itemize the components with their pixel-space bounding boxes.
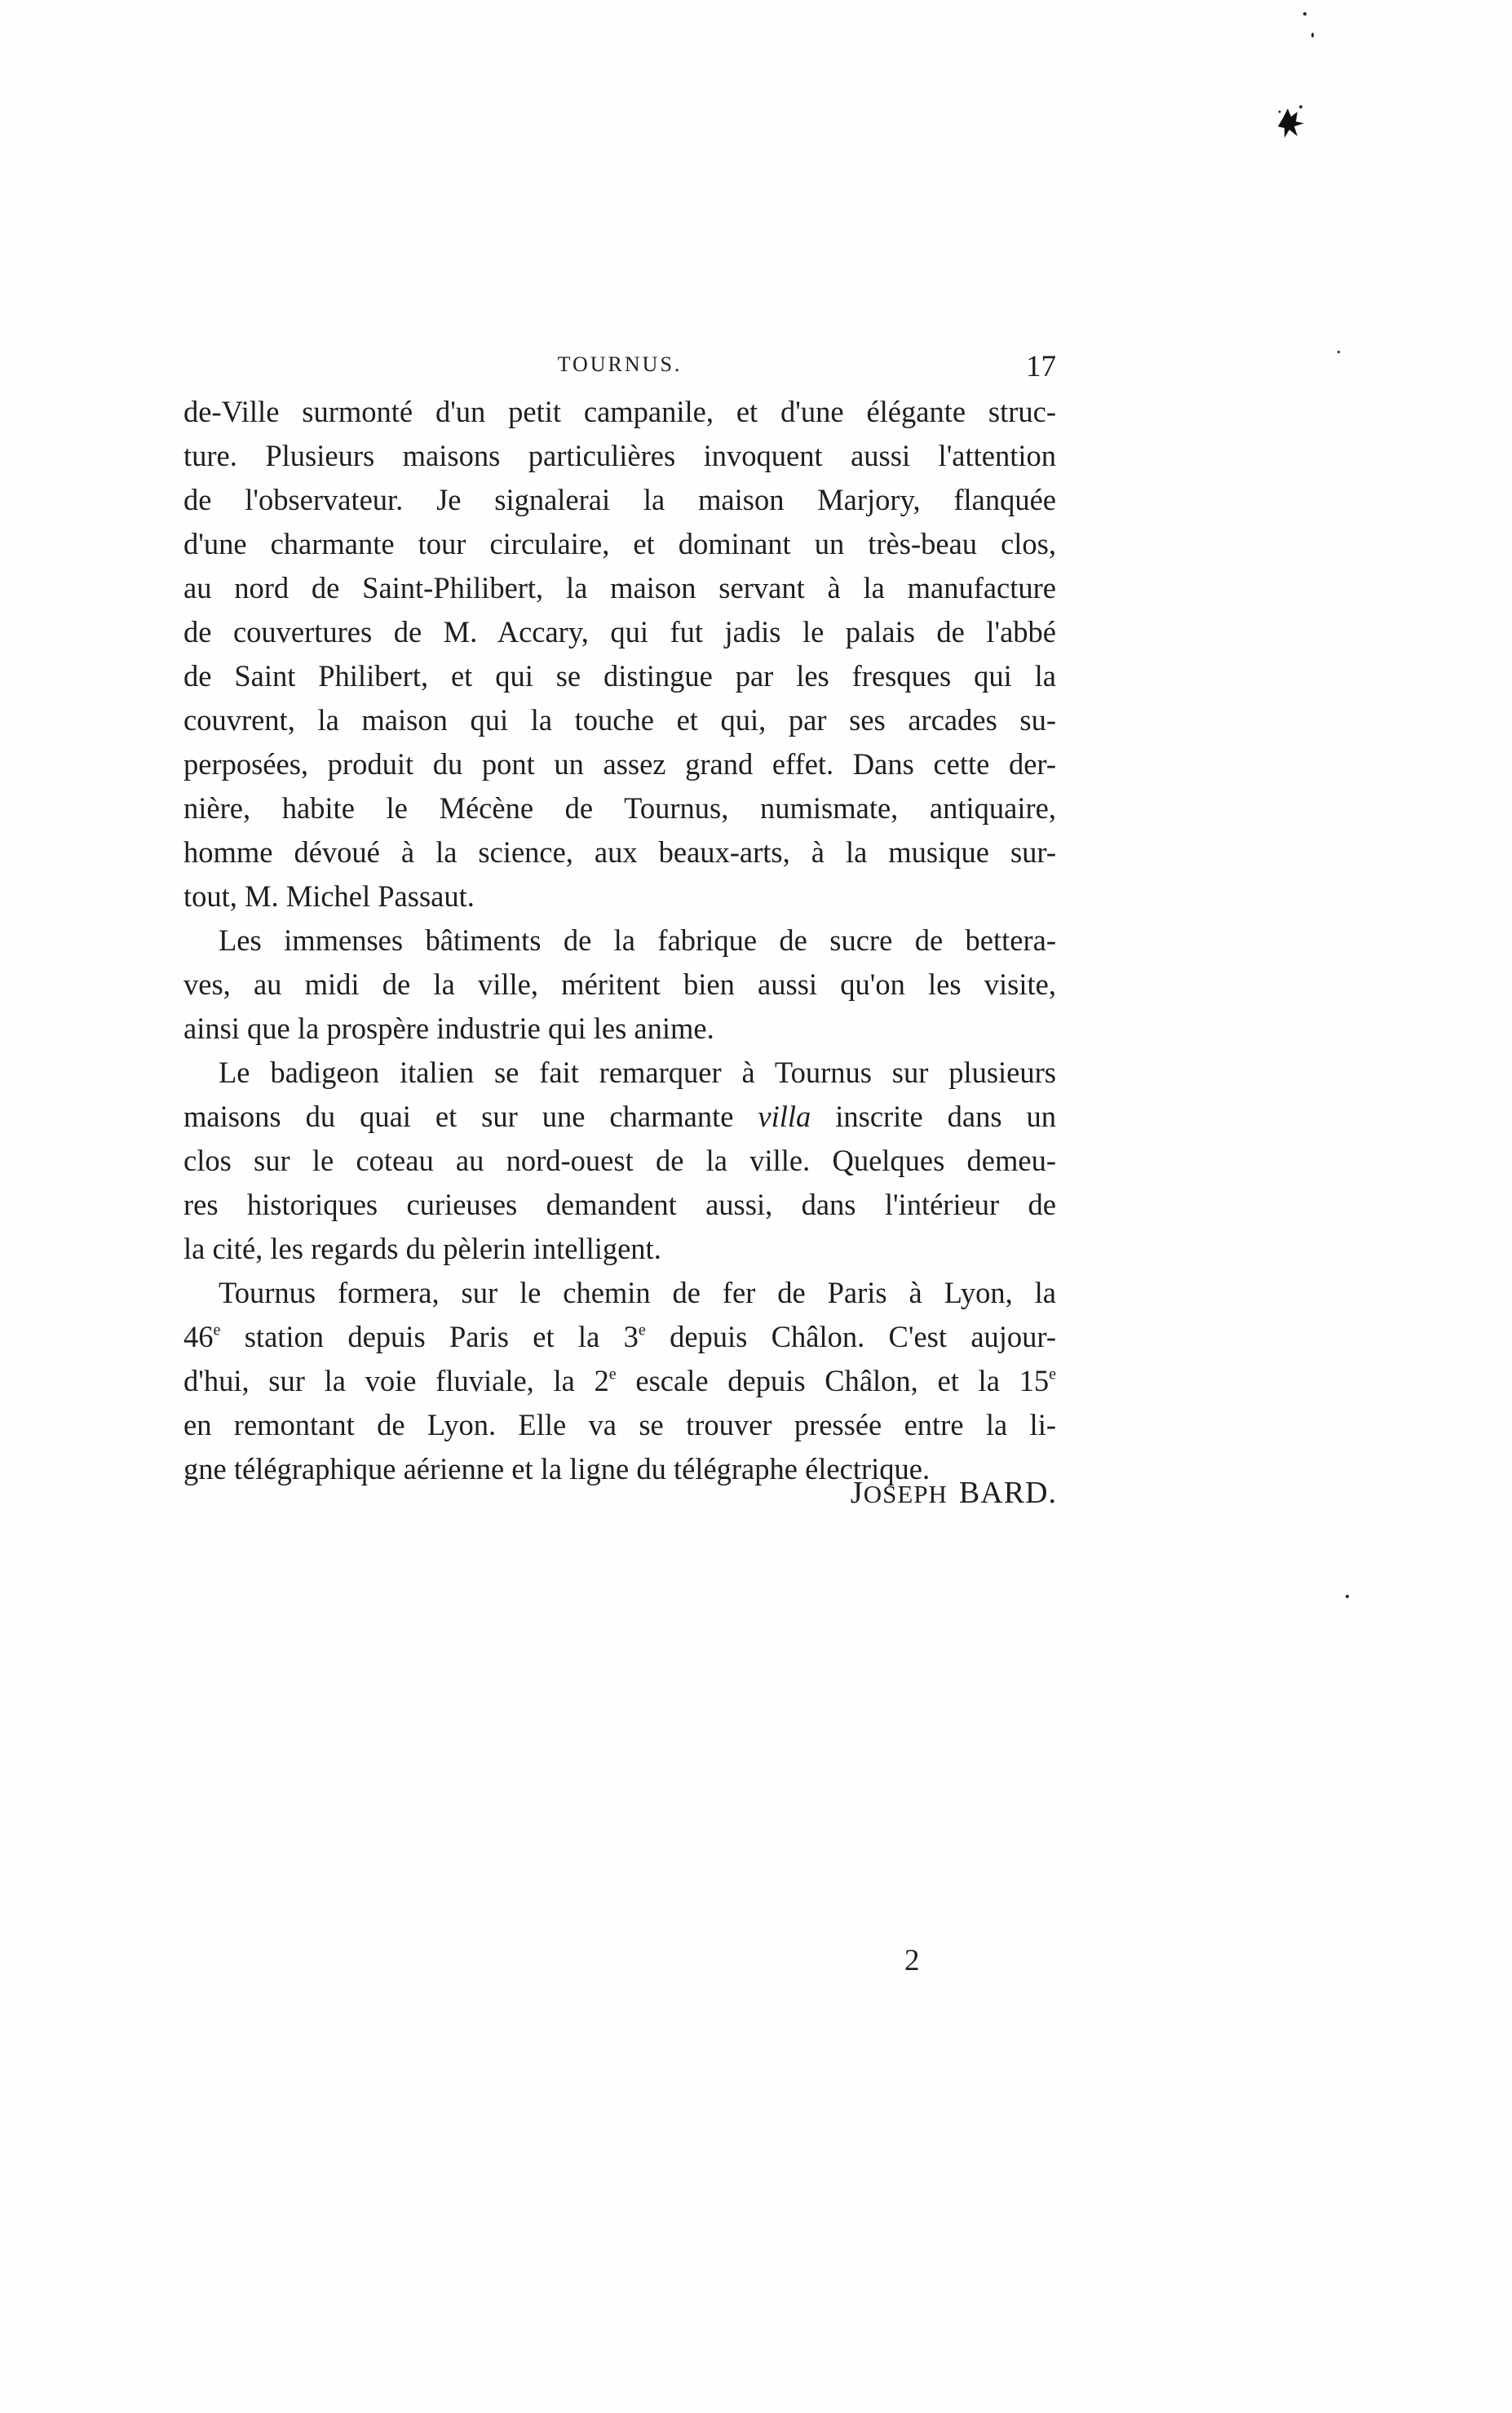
text-line: de couvertures de M. Accary, qui fut jadis le palais de l'abbé xyxy=(183,615,1056,649)
page-number: 17 xyxy=(1026,350,1056,383)
paper-speck xyxy=(1337,351,1340,353)
text-line: Les immenses bâtiments de la fabrique de sucre de bettera- xyxy=(219,923,1056,957)
signature-first-initial: J xyxy=(850,1476,864,1510)
signature-last-rest: ARD. xyxy=(980,1476,1057,1510)
paper-speck xyxy=(1346,1595,1349,1598)
text-line: 46e station depuis Paris et la 3e depuis Châlon. C'est aujour- xyxy=(183,1320,1056,1353)
signature-first-rest: OSEPH xyxy=(863,1480,948,1508)
text-line: couvrent, la maison qui la touche et qui, par ses arcades su- xyxy=(183,703,1056,737)
text-line: la cité, les regards du pèlerin intelligent. xyxy=(183,1232,661,1265)
text-line: res historiques curieuses demandent aussi, dans l'intérieur de xyxy=(183,1188,1056,1221)
text-line: Le badigeon italien se fait remarquer à Tournus sur plusieurs xyxy=(219,1056,1056,1089)
text-line: ves, au midi de la ville, méritent bien aussi qu'on les visite, xyxy=(183,967,1056,1001)
text-line: tout, M. Michel Passaut. xyxy=(183,879,475,913)
text-line: de-Ville surmonté d'un petit campanile, et d'une élégante struc- xyxy=(183,395,1056,428)
signature-mark: 2 xyxy=(904,1944,920,1977)
text-line: perposées, produit du pont un assez grand effet. Dans cette der- xyxy=(183,747,1056,781)
text-line: nière, habite le Mécène de Tournus, numismate, antiquaire, xyxy=(183,791,1056,825)
ink-blot xyxy=(1276,102,1309,143)
text-line: de l'observateur. Je signalerai la maison Marjory, flanquée xyxy=(183,483,1056,516)
text-line: homme dévoué à la science, aux beaux-arts, à la musique sur- xyxy=(183,835,1056,869)
text-line: d'une charmante tour circulaire, et dominant un très-beau clos, xyxy=(183,527,1056,560)
signature-last-initial: B xyxy=(958,1476,981,1510)
text-line: en remontant de Lyon. Elle va se trouver pressée entre la li- xyxy=(183,1408,1056,1441)
text-line: gne télégraphique aérienne et la ligne du télégraphe électrique. xyxy=(183,1452,931,1485)
running-title: TOURNUS. xyxy=(557,352,683,376)
paper-speck xyxy=(1311,33,1314,38)
body-text xyxy=(183,390,1056,1491)
text-line: Tournus formera, sur le chemin de fer de Paris à Lyon, la xyxy=(219,1276,1056,1309)
text-line: maisons du quai et sur une charmante villa inscrite dans un xyxy=(183,1100,1056,1133)
text-line: de Saint Philibert, et qui se distingue par les fresques qui la xyxy=(183,659,1056,693)
text-line: clos sur le coteau au nord-ouest de la ville. Quelques demeu- xyxy=(183,1144,1056,1177)
paper-speck xyxy=(1303,12,1306,15)
author-signature xyxy=(851,1475,1057,1511)
text-line: d'hui, sur la voie fluviale, la 2e escale depuis Châlon, et la 15e xyxy=(183,1364,1056,1397)
text-line: ture. Plusieurs maisons particulières invoquent aussi l'attention xyxy=(183,439,1056,472)
page-header xyxy=(183,349,1056,390)
text-line: ainsi que la prospère industrie qui les anime. xyxy=(183,1012,714,1045)
text-line: au nord de Saint-Philibert, la maison servant à la manufacture xyxy=(183,571,1056,604)
